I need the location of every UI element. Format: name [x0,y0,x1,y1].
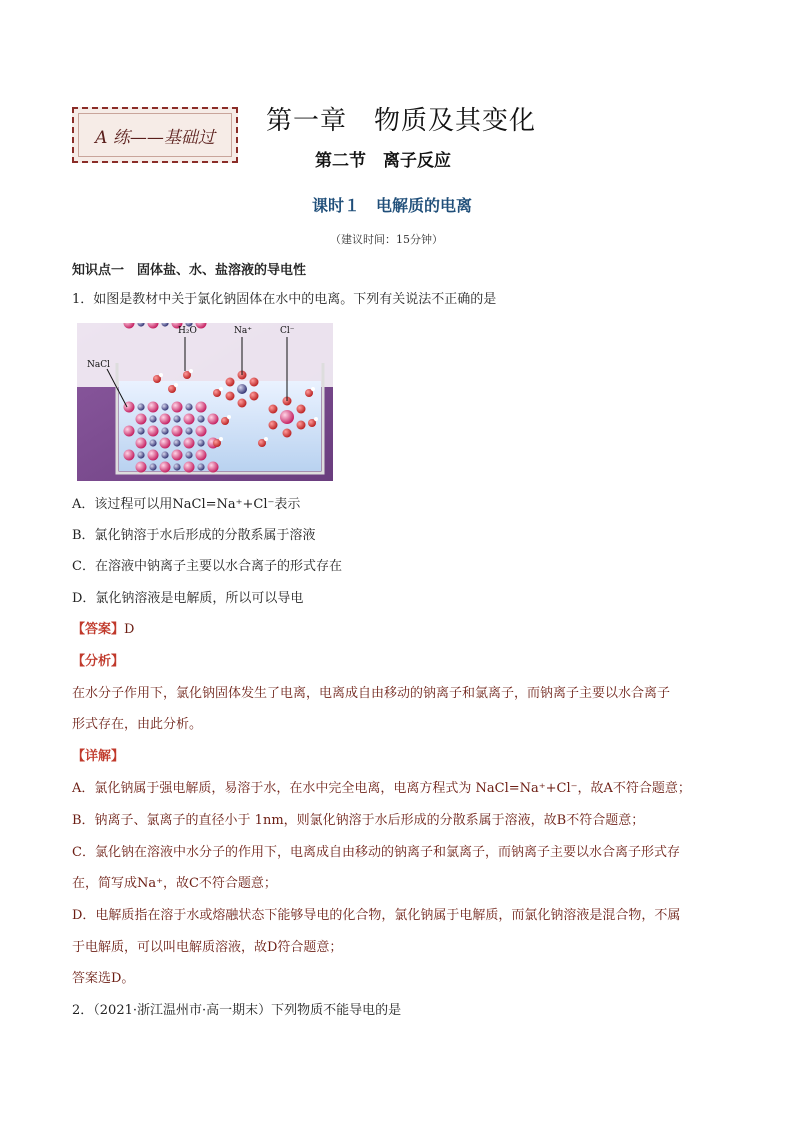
answer-value: D [124,622,135,637]
answer-label: 【答案】 [72,622,125,637]
detail-line-d2: 于电解质，可以叫电解质溶液，故D符合题意； [72,940,343,955]
lesson-title: 课时１ 电解质的电离 [312,196,473,215]
h2o-label: H₂O [178,326,197,336]
answer-line [72,621,134,639]
knowledge-point-heading: 知识点一 固体盐、水、盐溶液的导电性 [72,263,307,278]
chapter-title: 第一章 物质及其变化 [266,106,537,136]
detail-line-a: A．氯化钠属于强电解质，易溶于水，在水中完全电离，电离方程式为 NaCl=Na⁺+Cl⁻，故A不符合题意； [72,781,691,796]
detail-line-d1: D．电解质指在溶于水或熔融状态下能够导电的化合物，氯化钠属于电解质，而氯化钠溶液是混合物，不属 [72,908,681,923]
detail-line-b: B．钠离子、氯离子的直径小于 1nm，则氯化钠溶于水后形成的分散系属于溶液，故B不符合题意； [72,813,645,828]
question-1-stem: 1．如图是教材中关于氯化钠固体在水中的电离。下列有关说法不正确的是 [72,292,497,307]
section-stamp [72,107,238,163]
conclusion: 答案选D。 [72,971,135,986]
time-note: （建议时间：15分钟） [330,233,443,246]
nacl-label: NaCl [87,360,111,370]
detail-line-c1: C．氯化钠在溶液中水分子的作用下，电离成自由移动的钠离子和氯离子，而钠离子主要以水合离子形式存 [72,845,680,860]
section-title: 第二节 离子反应 [315,151,451,171]
option-d: D．氯化钠溶液是电解质，所以可以导电 [72,591,304,606]
analysis-label: 【分析】 [72,654,125,669]
nacl-dissolution-figure [77,323,333,481]
option-b: B．氯化钠溶于水后形成的分散系属于溶液 [72,528,316,543]
na-label: Na⁺ [234,326,252,336]
option-c: C．在溶液中钠离子主要以水合离子的形式存在 [72,559,342,574]
option-a: A．该过程可以用NaCl=Na⁺+Cl⁻表示 [72,497,301,512]
cl-label: Cl⁻ [280,326,295,336]
question-2-stem: 2．（2021·浙江温州市·高一期末）下列物质不能导电的是 [72,1003,402,1018]
detail-label: 【详解】 [72,749,125,764]
stamp-label: A 练——基础过 [78,113,232,157]
analysis-line-1: 在水分子作用下，氯化钠固体发生了电离，电离成自由移动的钠离子和氯离子，而钠离子主要以水合离子 [72,686,671,701]
detail-line-c2: 在，简写成Na⁺，故C不符合题意； [72,876,277,891]
analysis-line-2: 形式存在，由此分析。 [72,717,203,732]
